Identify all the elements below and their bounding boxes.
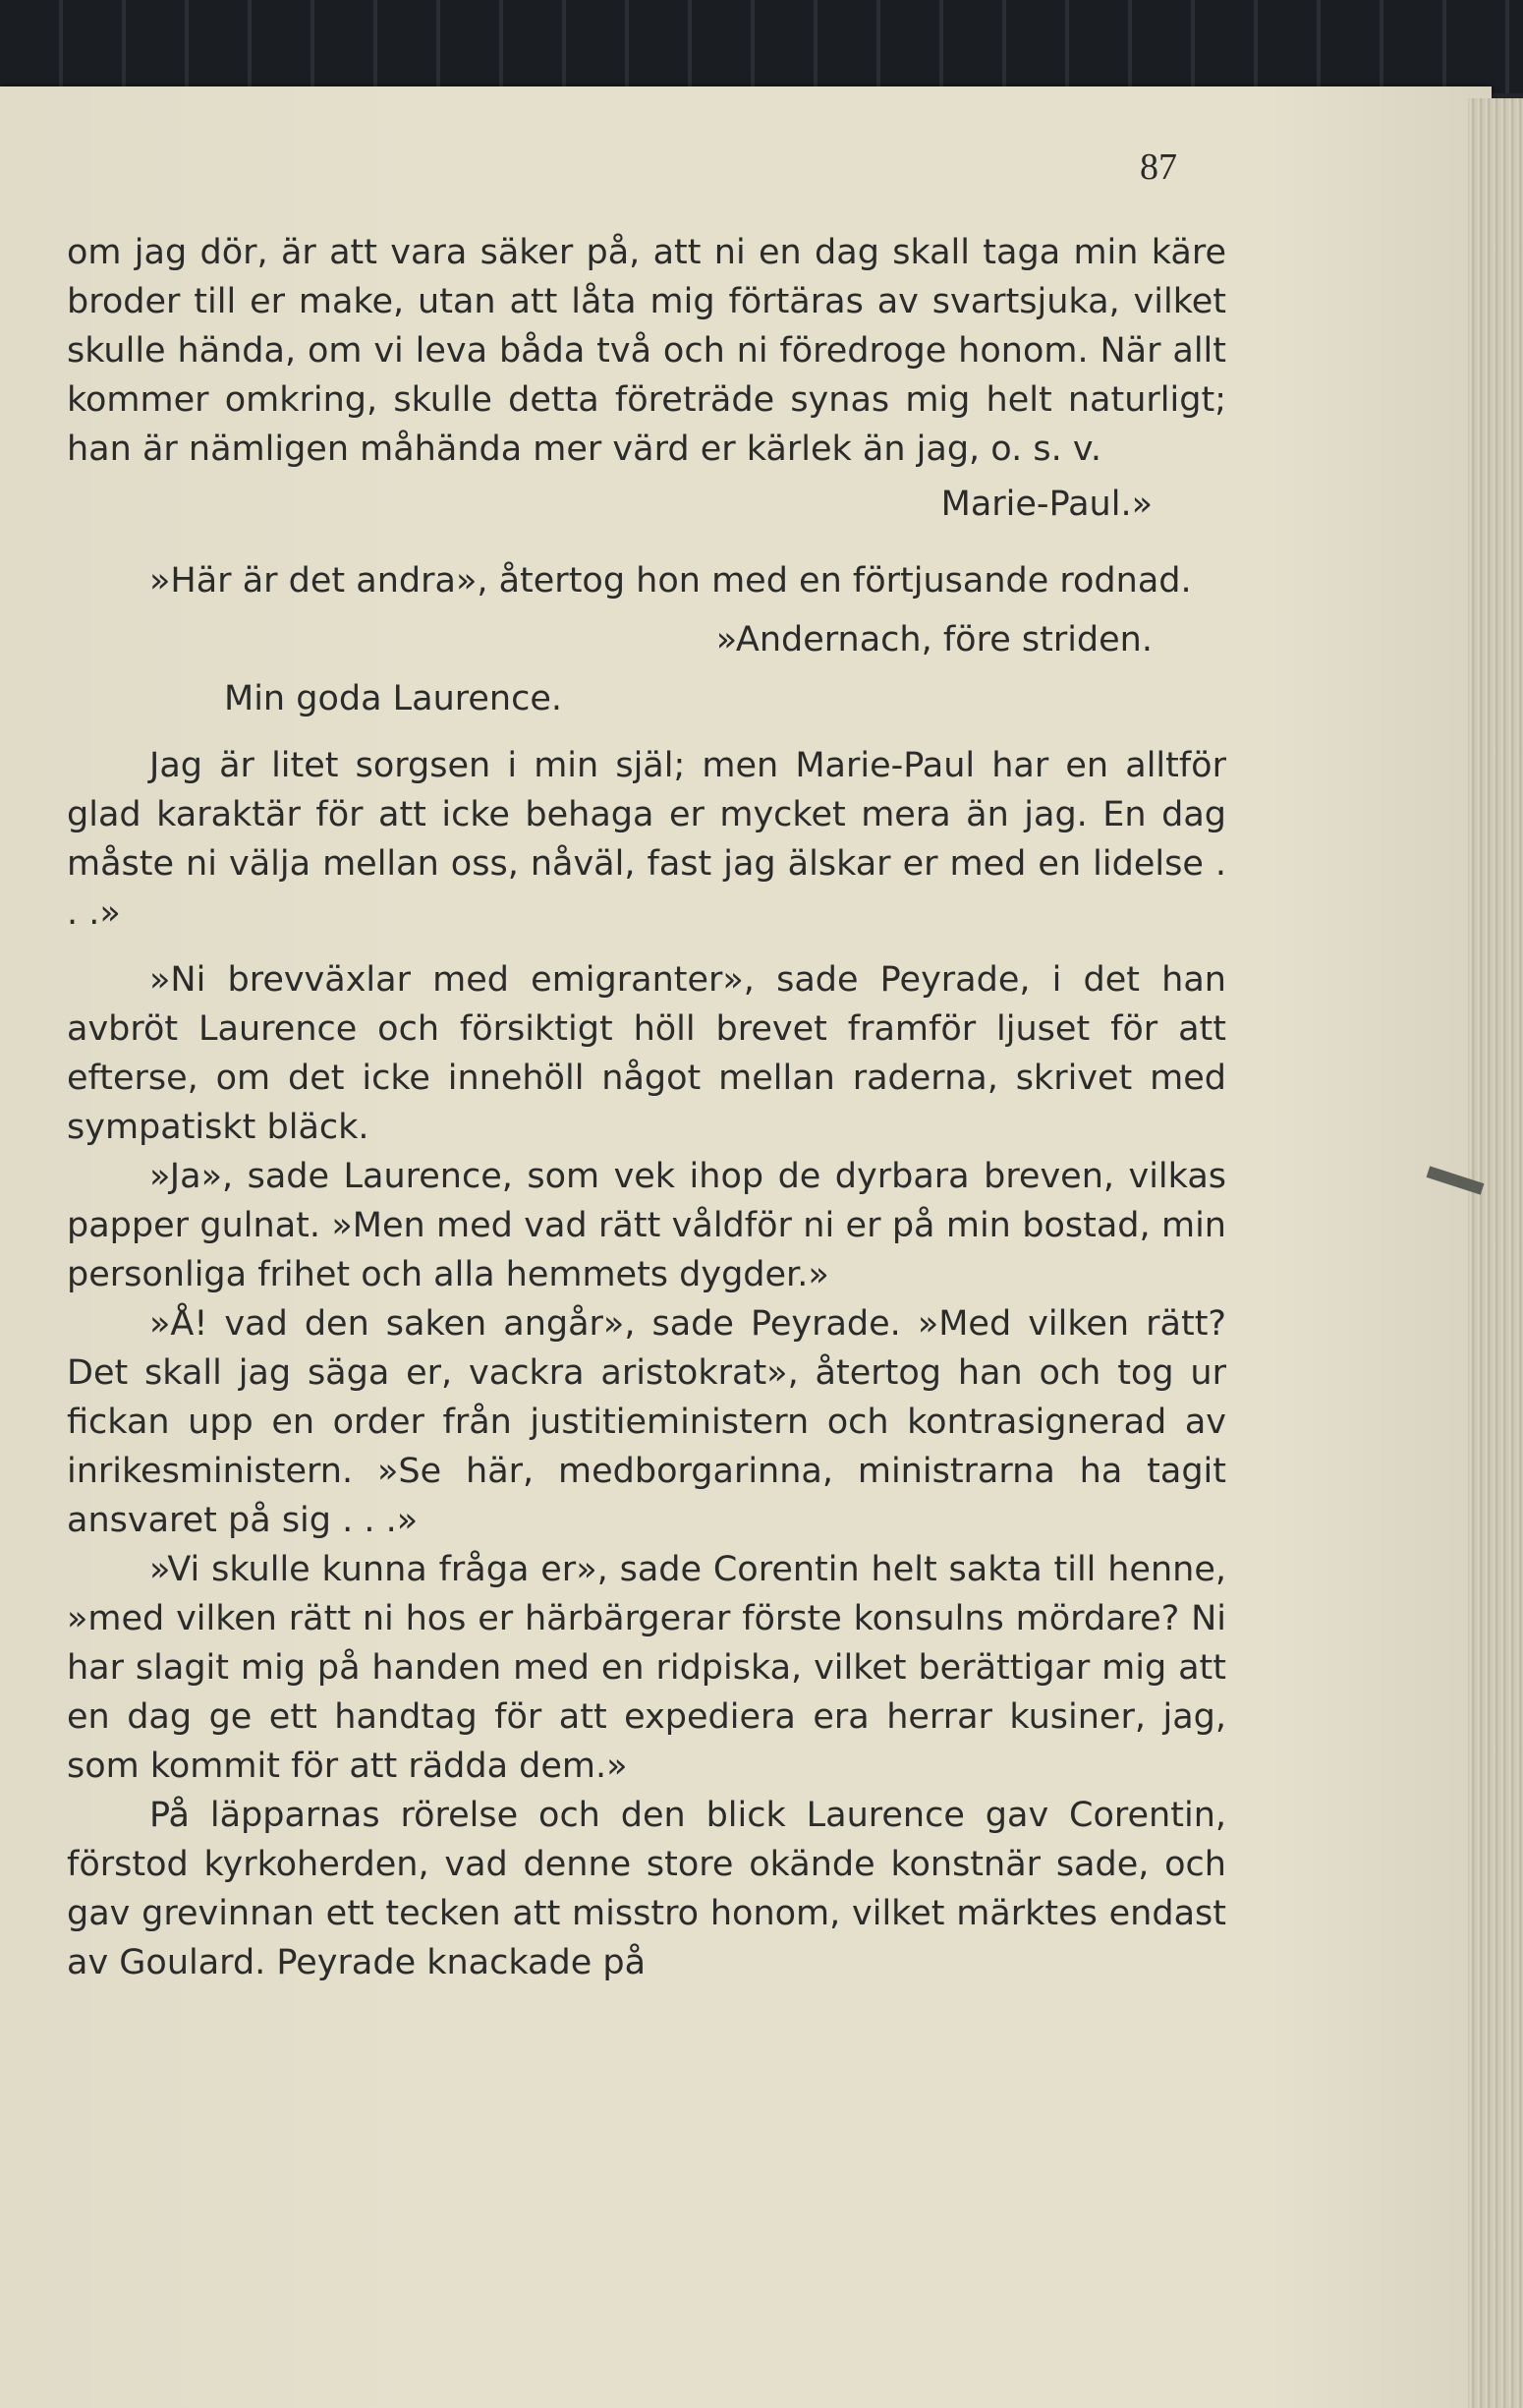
letter-heading: »Andernach, före striden.: [715, 620, 1153, 659]
paragraph: »Här är det andra», återtog hon med en förtjusande rodnad.: [149, 561, 1192, 601]
paragraph: På läpparnas rörelse och den blick Laurence gav Corentin, förstod kyrkoherden, vad denne store okände konstnär sade, och gav grevinnan ett tecken att misstro honom, vilket märktes endast av Goulard. Peyrade knackade på: [67, 1796, 1226, 1982]
page-stack-edge: [1468, 98, 1523, 2408]
paragraph: om jag dör, är att vara säker på, att ni en dag skall taga min käre broder till er make, utan att låta mig förtäras av svartsjuka, vilket skulle hända, om vi leva båda två och ni föredroge honom. När allt kommer omkring, skulle detta företräde synas mig helt naturligt; han är nämligen måhända mer värd er kärlek än jag, o. s. v.: [67, 233, 1226, 469]
scanner-background: [0, 0, 1523, 93]
page-number: 87: [1140, 146, 1177, 188]
paragraph: »Ni brevväxlar med emigranter», sade Peyrade, i det han avbröt Laurence och försiktigt höll brevet framför ljuset för att efterse, om det icke innehöll något mellan raderna, skrivet med sympatiskt bläck.: [67, 960, 1226, 1147]
paragraph: »Vi skulle kunna fråga er», sade Corentin helt sakta till henne, »med vilken rätt ni hos er härbärgerar förste konsulns mördare? Ni har slagit mig på handen med en ridpiska, vilket berättigar mig att en dag ge ett handtag för att expediera era herrar kusiner, jag, som kommit för att rädda dem.»: [67, 1550, 1226, 1786]
signature-line: Marie-Paul.»: [940, 485, 1153, 524]
letter-salutation: Min goda Laurence.: [224, 679, 563, 718]
page-text: [67, 228, 1226, 1987]
paragraph: »Ja», sade Laurence, som vek ihop de dyrbara breven, vilkas papper gulnat. »Men med vad rätt våldför ni er på min bostad, min personliga frihet och alla hemmets dygder.»: [67, 1157, 1226, 1294]
paragraph: »Å! vad den saken angår», sade Peyrade. »Med vilken rätt? Det skall jag säga er, vackra aristokrat», återtog han och tog ur fickan upp en order från justitieministern och kontrasignerad av inrikesministern. »Se här, medborgarinna, ministrarna ha tagit ansvaret på sig . . .»: [67, 1304, 1226, 1540]
paragraph: Jag är litet sorgsen i min själ; men Marie-Paul har en alltför glad karaktär för att icke behaga er mycket mera än jag. En dag måste ni välja mellan oss, nåväl, fast jag älskar er med en lidelse . . .»: [67, 746, 1226, 933]
